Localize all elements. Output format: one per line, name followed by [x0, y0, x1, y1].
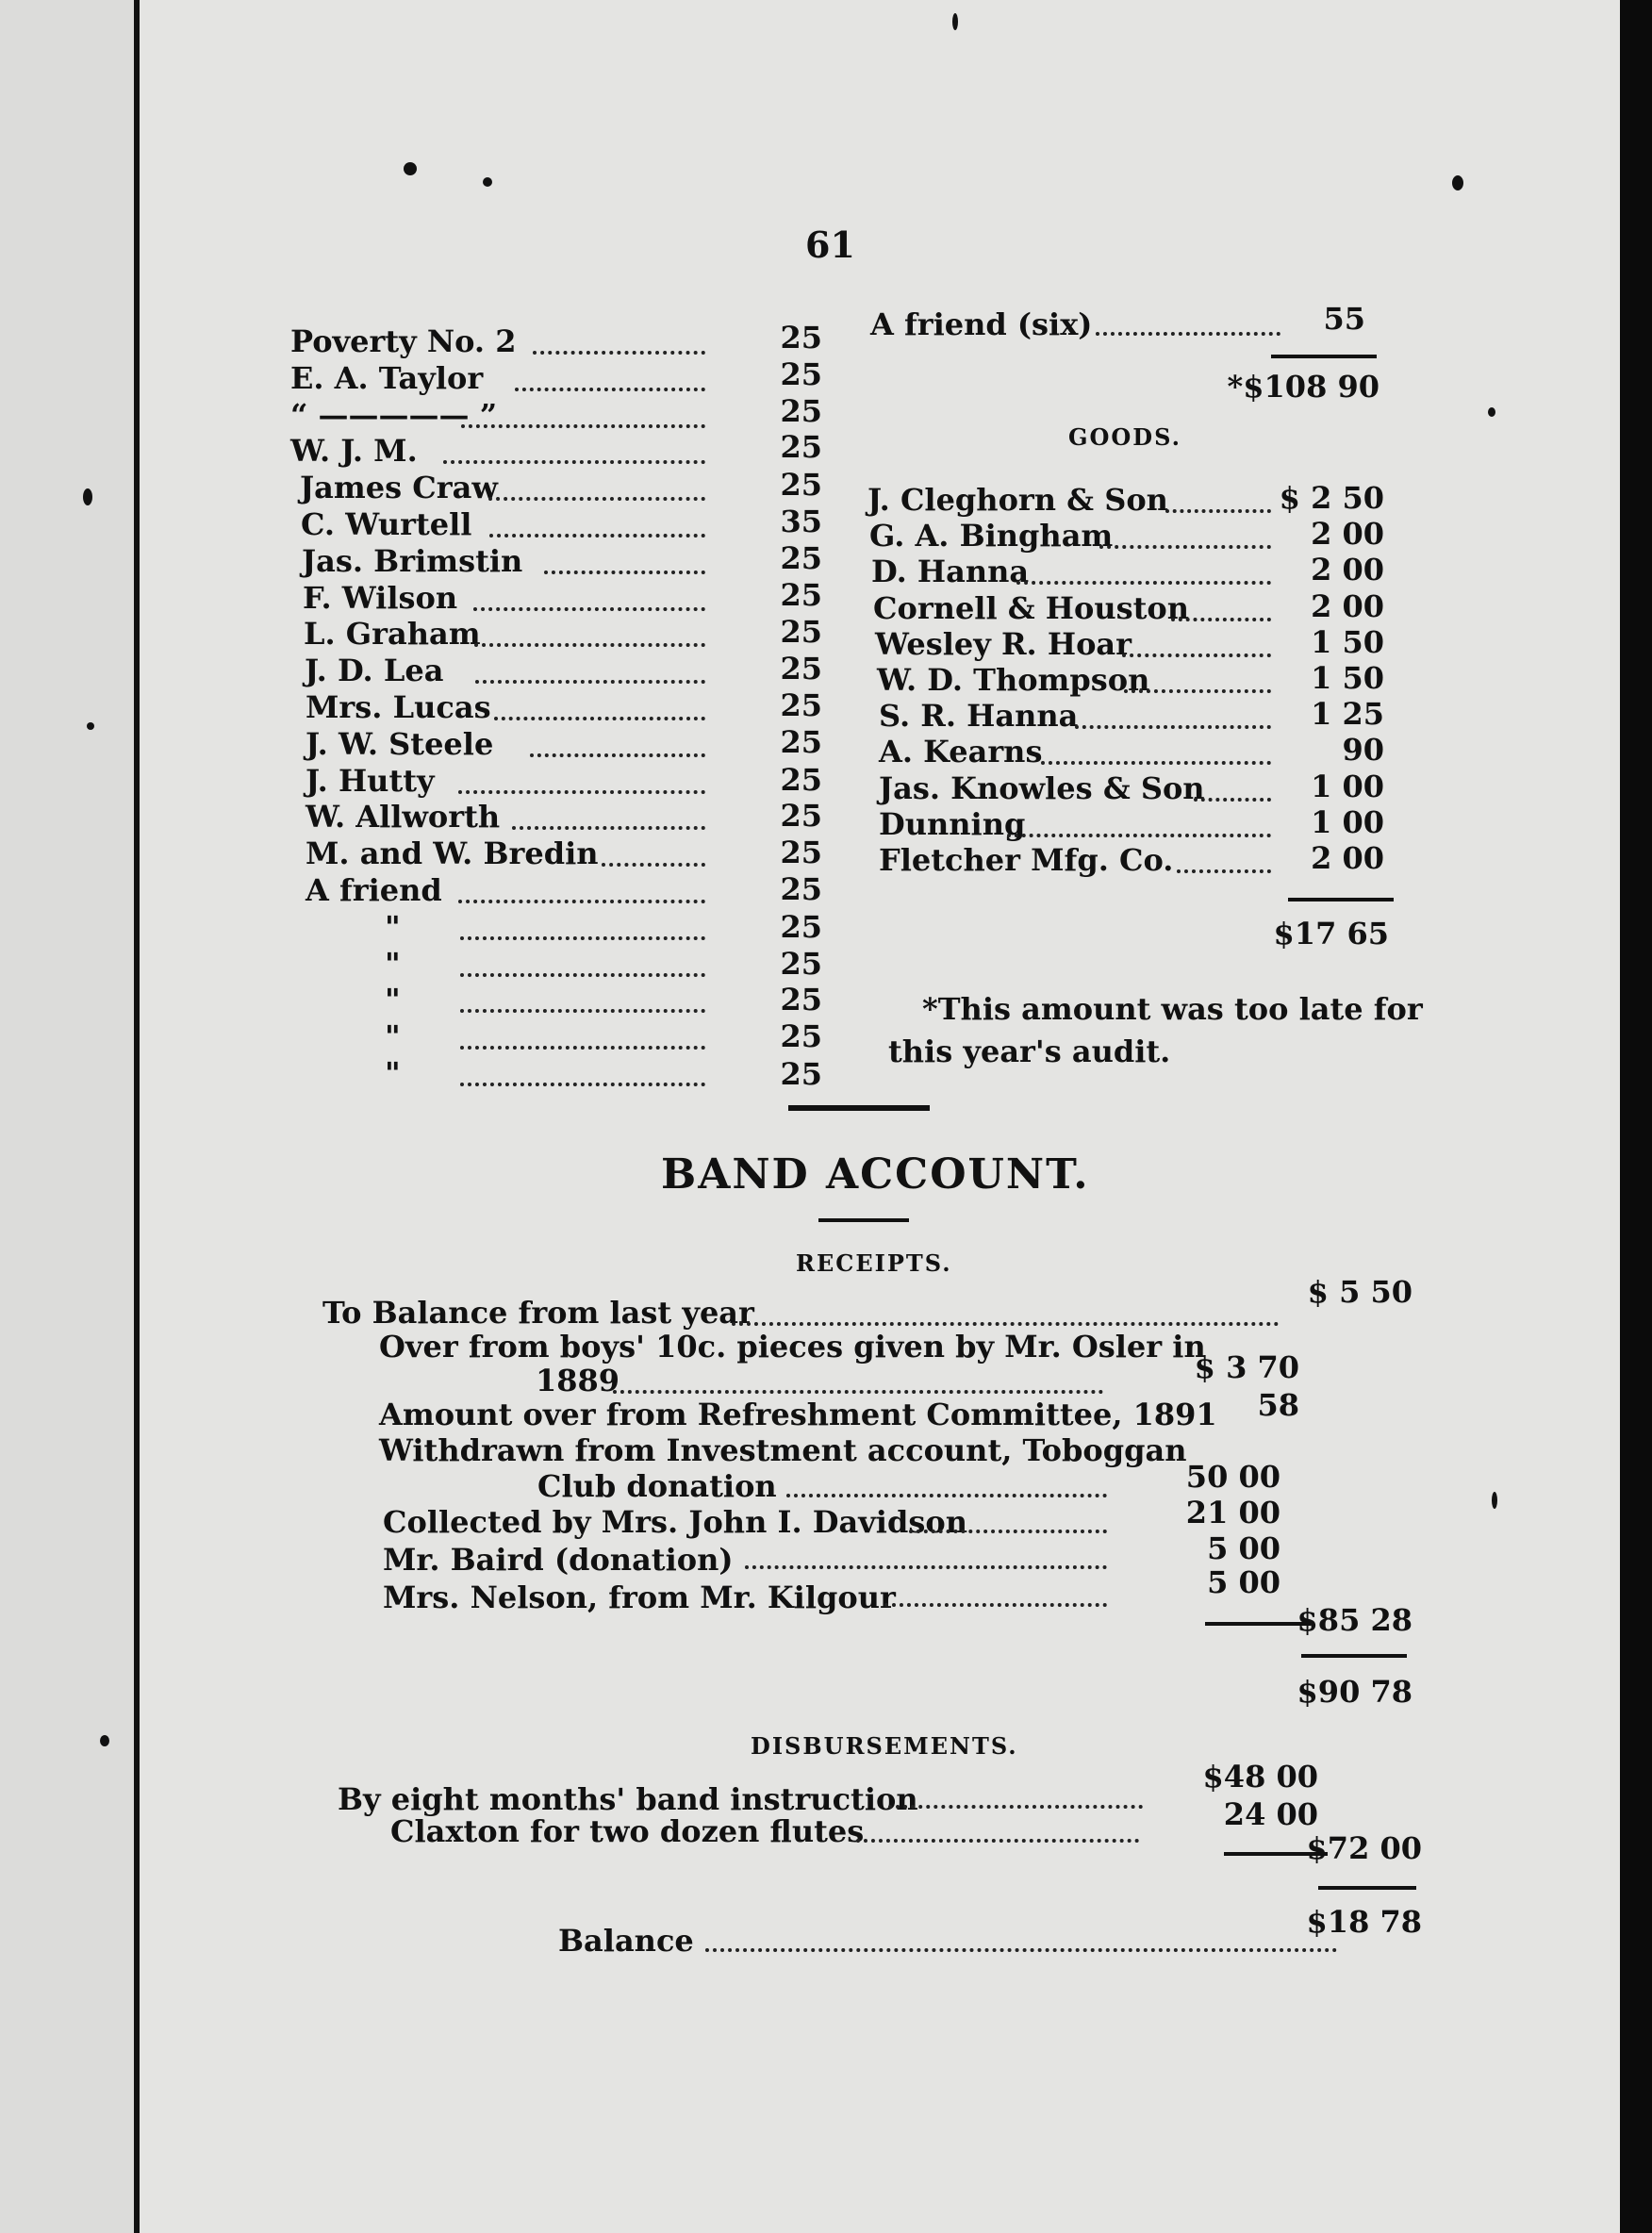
total-rule	[1271, 355, 1377, 358]
leader-dots	[732, 1322, 1279, 1326]
scan-speck	[1488, 407, 1495, 417]
goods-amount: 1 50	[1311, 660, 1384, 696]
total-rule	[1301, 1654, 1407, 1658]
balance-final-amount: $18 78	[1306, 1904, 1422, 1940]
leader-dots	[888, 1805, 1143, 1809]
donor-amount: 25	[780, 540, 822, 576]
donor-amount: 25	[780, 724, 822, 760]
leader-dots	[613, 1390, 1103, 1394]
leader-dots	[460, 1046, 705, 1050]
donor-amount: 25	[780, 946, 822, 982]
leader-dots	[458, 900, 705, 903]
claxton-amount: 24 00	[1223, 1796, 1318, 1832]
goods-amount: 2 00	[1311, 588, 1384, 624]
donor-name: "	[385, 946, 401, 982]
goods-donor-name: W. D. Thompson	[877, 662, 1150, 698]
goods-note-line2: this year's audit.	[888, 1034, 1171, 1069]
donor-name: J. Hutty	[306, 763, 435, 799]
donor-amount: 25	[780, 909, 822, 945]
donor-name: C. Wurtell	[301, 506, 472, 542]
donor-amount: 25	[780, 429, 822, 465]
leader-dots	[745, 1565, 1107, 1569]
donor-amount: 25	[780, 835, 822, 870]
right-friend-six-label: A friend (six)	[870, 306, 1093, 342]
goods-amount: 1 25	[1311, 696, 1384, 732]
leader-dots	[1124, 689, 1271, 693]
leader-dots	[458, 790, 705, 794]
goods-donor-name: A. Kearns	[879, 734, 1043, 769]
donor-name: Mrs. Lucas	[306, 689, 491, 725]
donor-name: J. W. Steele	[306, 726, 494, 762]
leader-dots	[786, 1494, 1107, 1497]
donor-amount: 25	[780, 651, 822, 686]
book-spine-margin	[0, 0, 140, 2233]
margin-mark	[100, 1735, 109, 1746]
goods-donor-name: Cornell & Houston	[873, 590, 1190, 626]
goods-amount: 1 00	[1311, 804, 1384, 840]
donor-name: "	[385, 1018, 401, 1054]
donor-amount: 25	[780, 798, 822, 834]
goods-amount: 1 50	[1311, 624, 1384, 660]
leader-dots	[1194, 798, 1271, 802]
donor-amount: 25	[780, 393, 822, 429]
goods-amount: 90	[1342, 732, 1384, 768]
goods-donor-name: Wesley R. Hoar	[875, 626, 1132, 662]
title-underline	[818, 1218, 909, 1222]
donor-amount: 25	[780, 762, 822, 798]
leader-dots	[473, 607, 705, 611]
goods-amount: 2 00	[1311, 840, 1384, 876]
balance-from-last-year-amount: $ 5 50	[1307, 1274, 1412, 1310]
margin-mark	[83, 488, 92, 505]
leader-dots	[705, 1948, 1337, 1952]
goods-note-line1: *This amount was too late for	[922, 991, 1423, 1027]
receipts-total: $90 78	[1297, 1674, 1412, 1710]
receipts-heading: RECEIPTS.	[796, 1249, 952, 1277]
claxton-label: Claxton for two dozen flutes	[390, 1813, 865, 1849]
donor-name: F. Wilson	[303, 580, 458, 616]
scan-speck	[952, 13, 958, 30]
scan-speck	[483, 177, 492, 187]
baird-amount: 5 00	[1207, 1530, 1280, 1566]
goods-donor-name: D. Hanna	[871, 554, 1030, 589]
refreshment-label: Amount over from Refreshment Committee, 1891	[379, 1397, 1217, 1432]
section-divider	[788, 1105, 930, 1111]
donor-amount: 25	[780, 577, 822, 613]
donor-name: W. J. M.	[290, 433, 418, 469]
donor-name: James Craw	[300, 470, 498, 505]
leader-dots	[460, 1083, 705, 1086]
withdrawn-amount: 50 00	[1185, 1459, 1280, 1495]
donor-amount: 25	[780, 467, 822, 503]
donor-name: “ ————— ”	[290, 397, 498, 433]
document-page	[140, 0, 1620, 2233]
donor-amount: 25	[780, 982, 822, 1017]
donor-amount: 35	[780, 504, 822, 539]
leader-dots	[530, 753, 705, 757]
donor-name: Jas. Brimstin	[302, 543, 523, 579]
leader-dots	[494, 717, 705, 720]
leader-dots	[1016, 581, 1271, 585]
donor-name: Poverty No. 2	[290, 323, 517, 359]
goods-donor-name: J. Cleghorn & Son	[867, 482, 1168, 518]
goods-total: $17 65	[1273, 916, 1389, 951]
instruction-label: By eight months' band instruction	[338, 1781, 918, 1817]
nelson-amount: 5 00	[1207, 1564, 1280, 1600]
receipts-subtotal: $85 28	[1297, 1602, 1412, 1638]
leader-dots	[475, 680, 705, 684]
margin-mark	[87, 722, 94, 730]
donor-name: L. Graham	[304, 616, 481, 652]
page-number: 61	[805, 223, 855, 266]
donor-name: A friend	[306, 872, 442, 908]
goods-donor-name: Dunning	[879, 806, 1026, 842]
withdrawn-line1: Withdrawn from Investment account, Toboggan	[379, 1432, 1187, 1468]
scan-speck	[404, 162, 417, 175]
leader-dots	[1041, 761, 1271, 765]
goods-total-rule	[1288, 898, 1394, 901]
leader-dots	[884, 1603, 1107, 1607]
donor-name: "	[385, 909, 401, 945]
leader-dots	[1007, 834, 1271, 837]
donor-name: M. and W. Bredin	[306, 835, 599, 871]
goods-donor-name: Jas. Knowles & Son	[879, 770, 1205, 806]
instruction-amount: $48 00	[1202, 1759, 1318, 1795]
leader-dots	[1099, 545, 1271, 549]
disbursements-heading: DISBURSEMENTS.	[751, 1732, 1018, 1760]
refreshment-amount: 58	[1257, 1387, 1299, 1423]
leader-dots	[909, 1530, 1107, 1533]
baird-label: Mr. Baird (donation)	[383, 1542, 734, 1578]
donor-amount: 25	[780, 320, 822, 356]
leader-dots	[460, 973, 705, 977]
leader-dots	[1075, 725, 1271, 729]
leader-dots	[512, 826, 705, 830]
collected-amount: 21 00	[1185, 1495, 1280, 1530]
leader-dots	[488, 497, 705, 501]
balance-label: Balance	[558, 1923, 694, 1959]
leader-dots	[443, 460, 705, 464]
collected-label: Collected by Mrs. John I. Davidson	[383, 1504, 967, 1540]
band-account-title: BAND ACCOUNT.	[661, 1150, 1090, 1199]
right-friend-six-amount: 55	[1323, 301, 1365, 337]
donor-name: J. D. Lea	[305, 653, 444, 688]
donor-amount: 25	[780, 356, 822, 392]
leader-dots	[474, 643, 705, 647]
withdrawn-line2: Club donation	[537, 1468, 777, 1504]
goods-donor-name: G. A. Bingham	[869, 518, 1114, 554]
donor-amount: 25	[780, 614, 822, 650]
donor-amount: 25	[780, 871, 822, 907]
goods-heading: GOODS.	[1068, 423, 1181, 451]
goods-donor-name: Fletcher Mfg. Co.	[879, 842, 1174, 878]
donor-name: E. A. Taylor	[290, 360, 484, 396]
leader-dots	[460, 936, 705, 940]
over-boys-amount: $ 3 70	[1194, 1349, 1299, 1385]
leader-dots	[461, 424, 705, 428]
goods-amount: $ 2 50	[1279, 480, 1384, 516]
leader-dots	[1177, 869, 1271, 873]
balance-from-last-year-label: To Balance from last year	[322, 1295, 754, 1331]
donor-name: "	[385, 982, 401, 1017]
goods-amount: 1 00	[1311, 769, 1384, 804]
leader-dots	[1171, 618, 1271, 621]
leader-dots	[533, 351, 705, 355]
donor-name: "	[385, 1055, 401, 1091]
goods-amount: 2 00	[1311, 516, 1384, 552]
goods-amount: 2 00	[1311, 552, 1384, 587]
scan-speck	[1492, 1492, 1497, 1509]
leader-dots	[515, 388, 705, 391]
donor-name: W. Allworth	[306, 799, 501, 835]
leader-dots	[544, 571, 705, 574]
over-boys-line2: 1889	[536, 1363, 620, 1398]
disbursements-total: $72 00	[1306, 1830, 1422, 1866]
donor-amount: 25	[780, 1056, 822, 1092]
leader-dots	[460, 1009, 705, 1013]
leader-dots	[1096, 332, 1280, 336]
leader-dots	[1165, 509, 1271, 513]
balance-rule	[1318, 1886, 1416, 1890]
leader-dots	[602, 863, 705, 867]
right-subscriptions-total: *$108 90	[1227, 369, 1379, 405]
scan-speck	[1452, 175, 1463, 190]
leader-dots	[1122, 653, 1271, 657]
goods-donor-name: S. R. Hanna	[879, 698, 1079, 734]
leader-dots	[856, 1839, 1139, 1843]
donor-amount: 25	[780, 687, 822, 723]
over-boys-line1: Over from boys' 10c. pieces given by Mr. Osler in	[379, 1329, 1206, 1365]
donor-amount: 25	[780, 1018, 822, 1054]
leader-dots	[489, 534, 705, 538]
nelson-label: Mrs. Nelson, from Mr. Kilgour	[383, 1580, 896, 1615]
